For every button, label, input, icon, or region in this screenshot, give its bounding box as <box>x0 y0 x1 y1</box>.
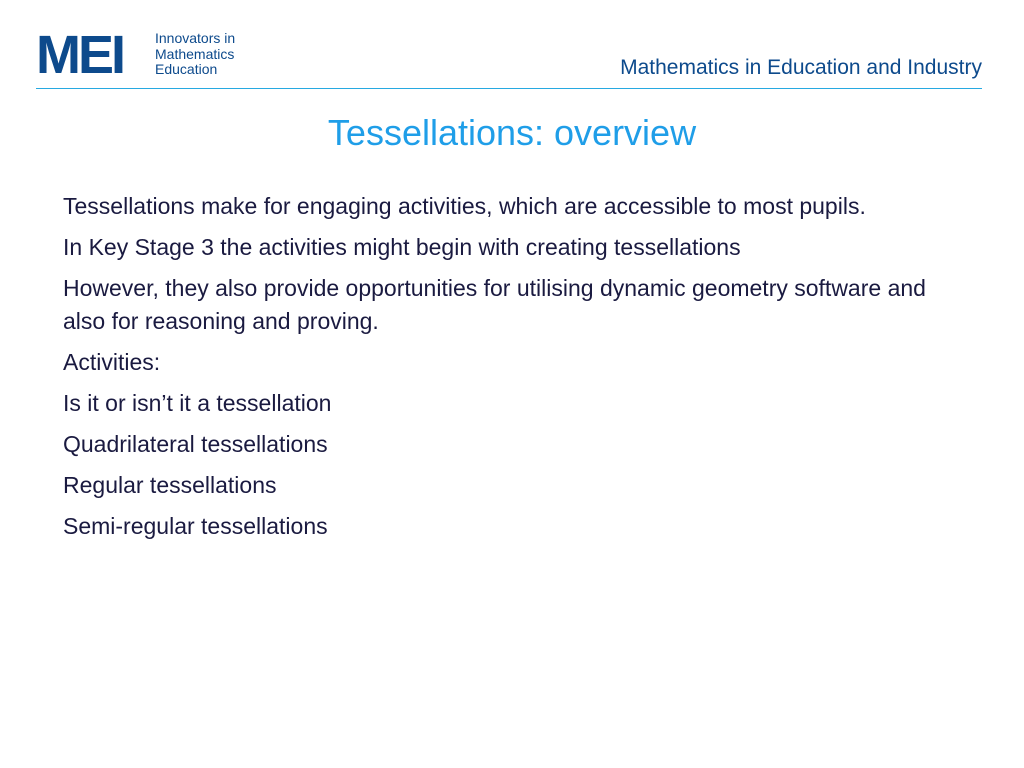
header-title: Mathematics in Education and Industry <box>620 56 982 79</box>
logo-tagline <box>155 31 235 78</box>
logo-tagline-line: Innovators in <box>155 30 236 46</box>
slide-body <box>63 190 973 551</box>
body-paragraph: In Key Stage 3 the activities might begin with creating tessellations <box>63 234 741 260</box>
activity-item: Is it or isn’t it a tessellation <box>63 390 332 416</box>
activity-item: Semi-regular tessellations <box>63 513 328 539</box>
logo-tagline-line: Education <box>155 61 218 77</box>
logo-tagline-line: Mathematics <box>155 45 235 62</box>
body-paragraph: Tessellations make for engaging activities, which are accessible to most pupils. <box>63 193 866 219</box>
header-divider <box>36 88 982 89</box>
logo-mark: MEI <box>36 25 124 85</box>
body-paragraph: However, they also provide opportunities for utilising dynamic geometry software and also for reasoning and proving. <box>63 275 926 334</box>
slide-title: Tessellations: overview <box>327 112 697 153</box>
activity-item: Regular tessellations <box>63 472 277 498</box>
activity-item: Quadrilateral tessellations <box>63 431 328 457</box>
body-paragraph: Activities: <box>63 349 161 375</box>
